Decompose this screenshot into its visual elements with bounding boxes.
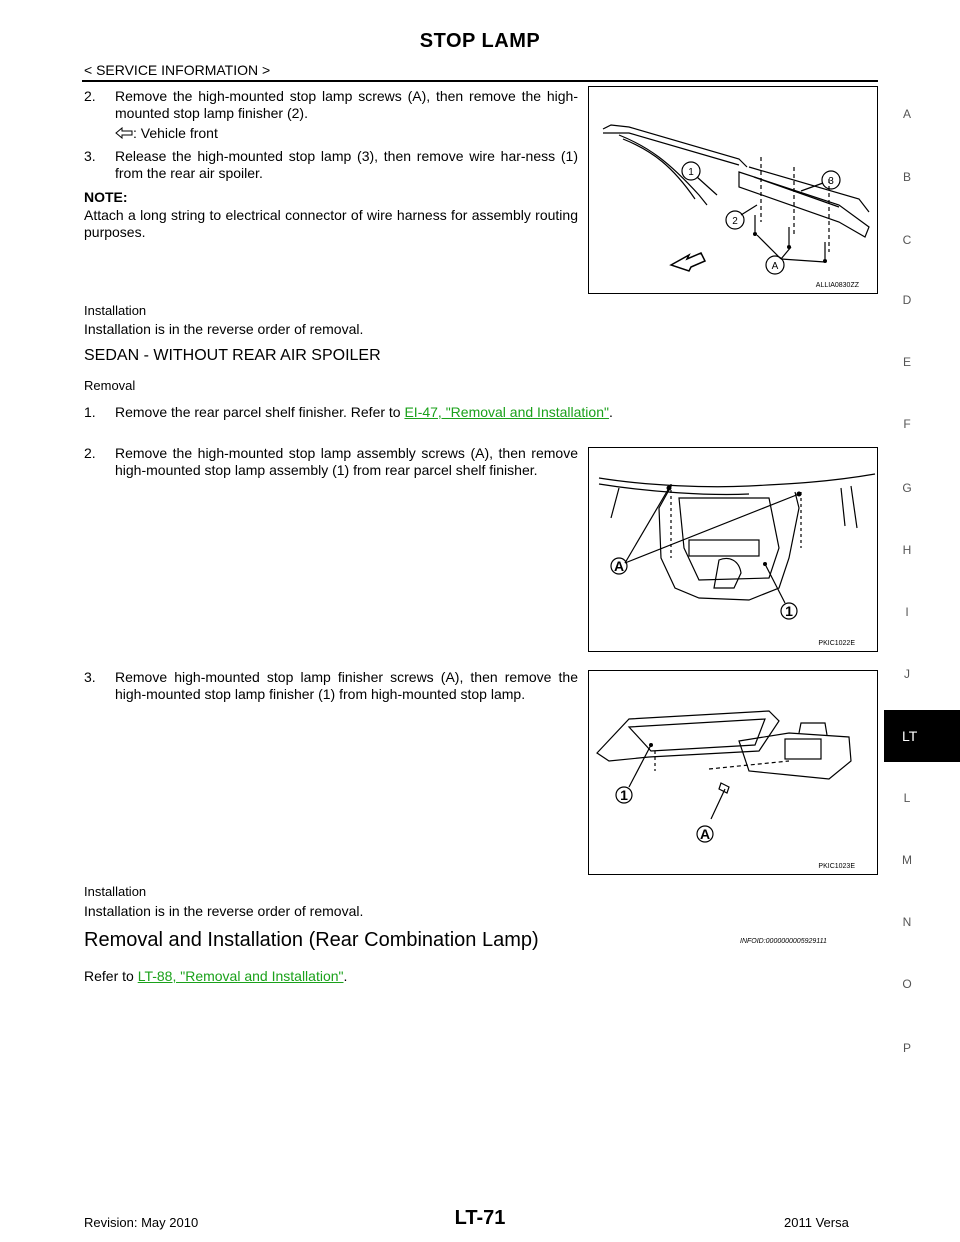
arrow-outline-icon (115, 127, 133, 139)
index-letter-j[interactable]: J (904, 667, 910, 681)
step-number: 1. (84, 404, 96, 420)
index-tab-label: LT (902, 728, 918, 744)
refer-text-end: . (343, 968, 348, 984)
figure-spoiler-lamp (588, 86, 878, 294)
info-id: INFOID:0000000005929111 (740, 938, 827, 945)
removal-heading: Removal (84, 378, 136, 393)
step-item (84, 445, 578, 479)
index-letter-n[interactable]: N (902, 915, 912, 929)
link-ei-47[interactable]: EI-47, "Removal and Installation" (404, 404, 609, 420)
footer-revision: Revision: May 2010 (84, 1215, 199, 1230)
refer-text (84, 968, 347, 985)
index-letter-p[interactable]: P (902, 1041, 911, 1055)
lamp-finisher-illustration (589, 671, 877, 874)
figure-callout: A (613, 558, 625, 574)
page-number: LT-71 (454, 1207, 506, 1229)
figure-callout: 3 (828, 176, 834, 187)
figure-parcel-shelf-lamp (588, 447, 878, 652)
vehicle-front-legend (115, 125, 218, 142)
index-letter-e[interactable]: E (902, 355, 911, 369)
figure-callout: A (699, 826, 711, 842)
step-text-end: . (608, 404, 613, 420)
figure-callout: A (771, 261, 779, 272)
figure-code: PKIC1023E (818, 863, 855, 870)
step-item (84, 404, 784, 421)
step-text: Remove the high-mounted stop lamp assembly screws (A), then remove high-mounted stop lamp assembly (1) from rear parcel shelf finisher. (115, 445, 578, 478)
index-letter-g[interactable]: G (902, 481, 912, 495)
figure-callout: 2 (732, 216, 738, 227)
index-letter-c[interactable]: C (902, 233, 912, 247)
index-letter-h[interactable]: H (902, 543, 912, 557)
index-letter-f[interactable]: F (903, 417, 911, 431)
step-number: 2. (84, 445, 96, 461)
index-letter-d[interactable]: D (902, 293, 912, 307)
parcel-shelf-illustration (589, 448, 877, 651)
section-label: < SERVICE INFORMATION > (84, 62, 271, 78)
section-heading-rear-combination: Removal and Installation (Rear Combination Lamp) (84, 929, 539, 951)
step-text: Release the high-mounted stop lamp (3), then remove wire har-ness (1) from the rear air spoiler. (115, 148, 578, 181)
figure-callout: 1 (785, 603, 793, 619)
note-text: Attach a long string to electrical connector of wire harness for assembly routing purposes. (84, 207, 578, 240)
index-letter-o[interactable]: O (902, 977, 912, 991)
step-number: 3. (84, 148, 96, 164)
installation-heading: Installation (84, 884, 147, 899)
step-item (84, 88, 578, 122)
step-number: 2. (84, 88, 96, 104)
link-lt-88[interactable]: LT-88, "Removal and Installation" (137, 968, 344, 984)
step-item (84, 669, 578, 703)
note-label: NOTE: (84, 189, 128, 205)
refer-text-start: Refer to (84, 968, 138, 984)
index-letter-b[interactable]: B (902, 170, 911, 184)
installation-text: Installation is in the reverse order of removal. (84, 903, 364, 919)
figure-callout: 1 (688, 167, 694, 178)
footer-model: 2011 Versa (784, 1215, 849, 1230)
step-number: 3. (84, 669, 96, 685)
vehicle-front-text: : Vehicle front (133, 125, 218, 141)
installation-heading: Installation (84, 303, 147, 318)
index-letter-m[interactable]: M (902, 853, 912, 867)
figure-code: PKIC1022E (818, 640, 855, 647)
spoiler-lamp-illustration (589, 87, 877, 293)
figure-lamp-finisher (588, 670, 878, 875)
section-heading-sedan: SEDAN - WITHOUT REAR AIR SPOILER (84, 347, 381, 364)
page-title: STOP LAMP (419, 30, 541, 52)
index-letter-a[interactable]: A (902, 107, 911, 121)
step-text: Remove the high-mounted stop lamp screws (A), then remove the high-mounted stop lamp finisher (2). (115, 88, 578, 121)
step-text: Remove high-mounted stop lamp finisher screws (A), then remove the high-mounted stop lamp finisher (1) from high-mounted stop lamp. (115, 669, 578, 702)
step-item (84, 148, 578, 182)
step-text: Remove the rear parcel shelf finisher. Refer to (115, 404, 405, 420)
index-letter-l[interactable]: L (903, 791, 911, 805)
index-tab-active[interactable] (884, 710, 960, 762)
figure-callout: 1 (620, 787, 628, 803)
index-letter-i[interactable]: I (905, 605, 909, 619)
header-divider (82, 80, 878, 82)
installation-text: Installation is in the reverse order of removal. (84, 321, 364, 337)
figure-code: ALLIA0830ZZ (815, 282, 859, 289)
